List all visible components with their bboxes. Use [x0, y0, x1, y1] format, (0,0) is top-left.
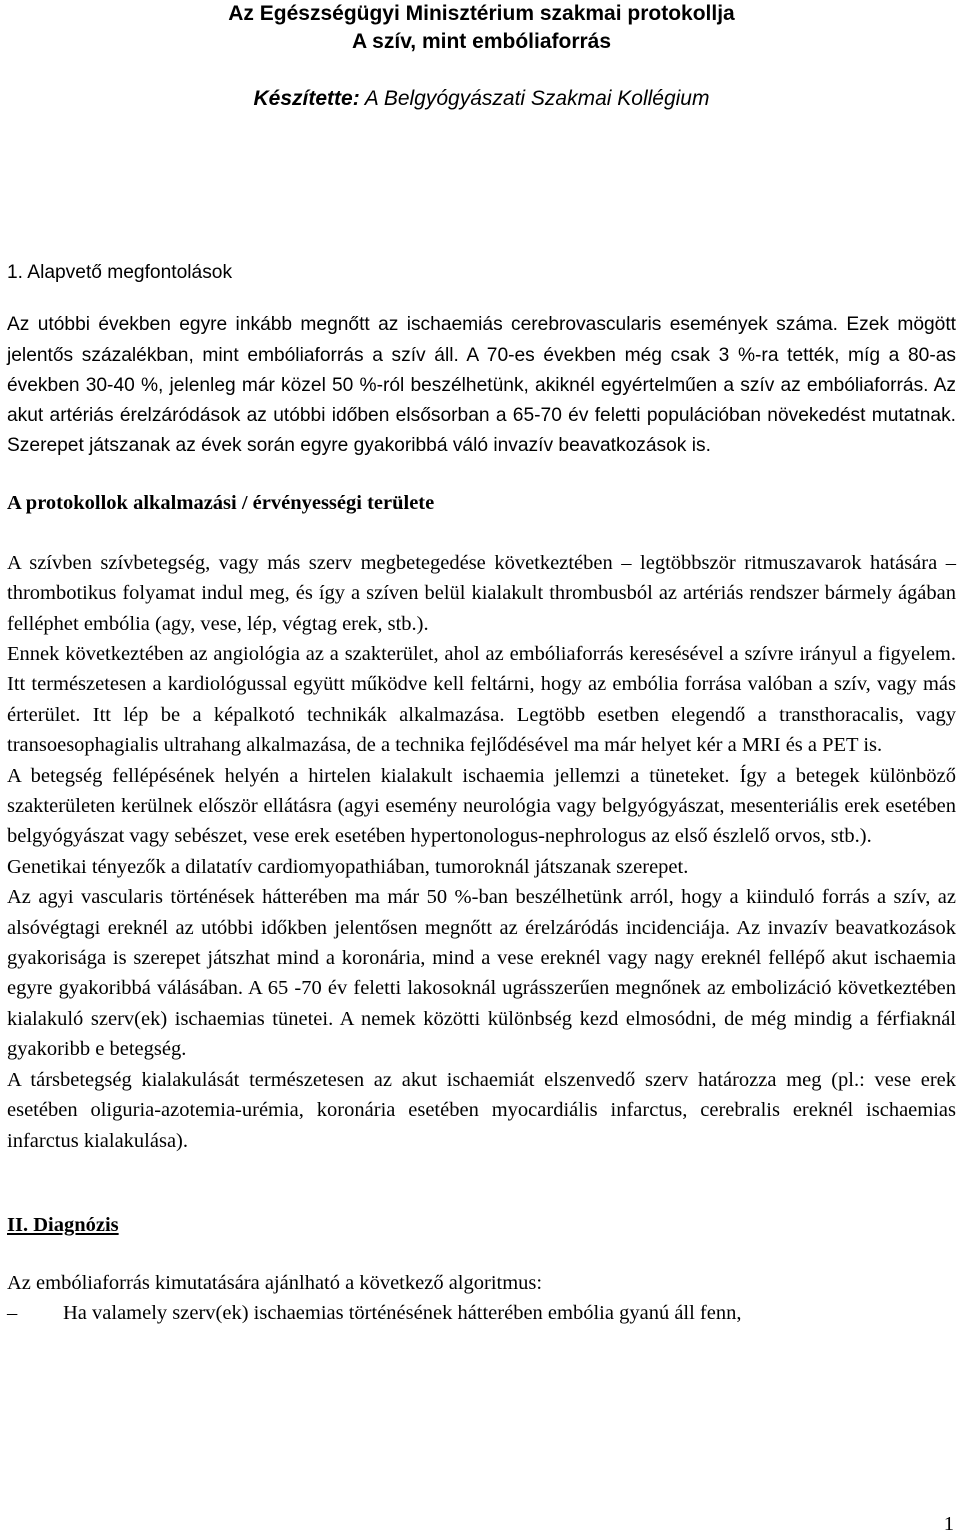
- section1-paragraph: Az utóbbi években egyre inkább megnőtt az ischaemiás cerebrovascularis események száma. Ezek mögött jelentős százalékban, mint embóliaforrás a szív áll. A 70-es években még csak 3 %-ra tették, míg a 80-as években 30-40 %, jelenleg már közel 50 %-ról beszélhetünk, akiknél egyértelműen a szív az embóliaforrás. Az akut artériás érelzáródások az utóbbi időben elsősorban a 65-70 év feletti populációban növekedést mutatnak. Szerepet játszanak az évek során egyre gyakoribbá váló invazív beavatkozások is.: [7, 314, 956, 457]
- scope-paragraph-6: A társbetegség kialakulását természetesen az akut ischaemiát elszenvedő szerv határozza meg (pl.: vese erek esetében oliguria-azotemia-urémia, koronária esetében myocardiális infarctus, cerebralis ereknél ischaemias infarctus kialakulása).: [7, 1068, 956, 1152]
- bullet-dash: –: [7, 1302, 18, 1325]
- author-line: [7, 85, 956, 113]
- section-heading-alapveto: 1. Alapvető megfontolások: [7, 262, 233, 283]
- bullet-text: Ha valamely szerv(ek) ischaemias történésének hátterében embólia gyanú áll fenn,: [63, 1302, 742, 1325]
- scope-paragraph-1: A szívben szívbetegség, vagy más szerv megbetegedése következtében – legtöbbször ritmuszavarok hatására – thrombotikus folyamat indul meg, és így a szíven belül kialakult thrombusból az artériás rendszer bármely ágában felléphet embólia (agy, vese, lép, végtag erek, stb.).: [7, 551, 956, 635]
- scope-paragraph-3: A betegség fellépésének helyén a hirtelen kialakult ischaemia jellemzi a tüneteket. Így a betegek különböző szakterületen kerülnek először ellátásra (agyi esemény neurológia vagy belgyógyászat, mesenteriális erek esetében belgyógyászat vagy sebészet, vese erek esetében hypertonologus-nephrologus az első észlelő orvos, stb.).: [7, 764, 956, 848]
- scope-paragraph-4: Genetikai tényezők a dilatatív cardiomyopathiában, tumoroknál játszanak szerepet.: [7, 855, 689, 878]
- author-value: A Belgyógyászati Szakmai Kollégium: [359, 87, 710, 110]
- diagnosis-intro: Az embóliaforrás kimutatására ajánlható a következő algoritmus:: [7, 1271, 543, 1294]
- scope-paragraph-5: Az agyi vascularis történések hátterében ma már 50 %-ban beszélhetünk arról, hogy a kiinduló forrás a szív, az alsóvégtagi ereknél az utóbbi időkben jelentősen megnőtt az érelzáródás incidenciája. Az invazív beavatkozások gyakorisága is szerepet játszhat mind a koronária, mind a vese ereknél vagy nagy ereknél fellépő akut ischaemia egyre gyakoribbá válásában. A 65 -70 év feletti lakosoknál ugrásszerűen megnőnek az embolizáció következtében kialakuló szerv(ek) ischaemias tünetei. A nemek közötti különbség kezd elmosódni, de még mindig a férfiaknál gyakoribb e betegség.: [7, 886, 956, 1061]
- scope-paragraph-2: Ennek következtében az angiológia az a szakterület, ahol az embóliaforrás keresésével a szívre irányul a figyelem. Itt természetesen a kardiológussal együtt működve kell feltárni, hogy az embólia forrása valóban a szív, vagy más érterület. Itt lép be a képalkotó technikák alkalmazása. Legtöbb esetben elegendő a transthoracalis, vagy transoesophagialis ultrahang alkalmazása, de a technika fejlődésével ma már helyet kér a MRI és a PET is.: [7, 643, 956, 757]
- scope-heading: A protokollok alkalmazási / érvényességi területe: [7, 491, 435, 514]
- diagnosis-heading: II. Diagnózis: [7, 1213, 119, 1236]
- author-label: Készítette:: [253, 87, 360, 110]
- page-number: 1: [943, 1513, 954, 1535]
- list-item: [7, 1298, 956, 1328]
- document-subtitle: A szív, mint embóliaforrás: [351, 30, 612, 53]
- document-title: Az Egészségügyi Minisztérium szakmai protokollja: [228, 2, 735, 25]
- document-page: [7, 0, 956, 1329]
